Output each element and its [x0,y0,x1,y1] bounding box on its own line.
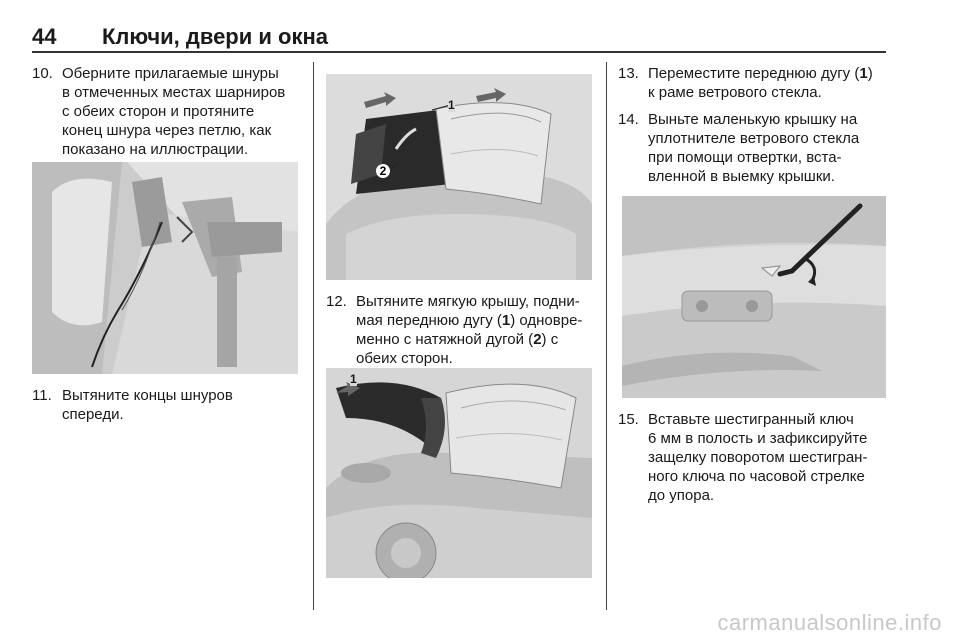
step-14 [618,110,920,186]
step-line: обеих сторон. [356,350,453,367]
marker-1: 1 [448,98,455,112]
step-line: 6 мм в полость и зафиксируйте [648,430,868,447]
page-number: 44 [32,24,57,49]
text-span: Переместите переднюю дугу ( [648,65,860,82]
step-line: ного ключа по часовой стрелке [648,468,865,485]
step-line: показано на иллюстрации. [62,141,249,158]
column-divider-1 [313,62,314,610]
illustration-hinge-cord [32,162,298,374]
column-1 [32,64,302,423]
illustration-roof-arches [326,74,592,280]
step-line: Оберните прилагаемые шнуры [62,65,279,82]
step-13 [618,64,890,102]
step-line: Вставьте шестигранный ключ [648,411,854,428]
illustration-windshield-cover [622,196,886,398]
step-number: 12. [326,293,347,310]
step-line: Вытяните концы шнуров [62,387,233,404]
marker-2: 2 [376,164,390,178]
step-line: Выньте маленькую крышку на [648,111,858,128]
step-15 [618,410,920,505]
marker-1: 1 [350,372,357,386]
page-header [32,24,886,50]
text-span: ) [867,65,873,82]
step-number: 10. [32,65,53,82]
text-span: мая переднюю дугу ( [356,312,502,329]
ref-number: 1 [501,312,511,329]
step-line [648,64,890,83]
step-line: конец шнура через петлю, как [62,122,272,139]
step-line [356,330,628,349]
step-number: 13. [618,65,639,82]
step-number: 15. [618,411,639,428]
step-line: вленной в выемку крышки. [648,168,835,185]
step-12 [326,292,628,368]
illustration-soft-top-open [326,368,592,578]
watermark: carmanualsonline.info [717,610,942,635]
text-span: менно с натяжной дугой ( [356,331,534,348]
step-line: к раме ветрового стекла. [648,84,822,101]
step-line: спереди. [62,406,124,423]
header-divider [32,51,886,53]
step-11 [32,386,332,424]
step-line: до упора. [648,487,715,504]
ref-number: 1 [859,65,868,82]
column-3 [618,64,890,504]
step-10 [32,64,302,159]
step-line: при помощи отвертки, вста- [648,149,842,166]
text-span: ) с [541,331,559,348]
step-number: 14. [618,111,639,128]
step-line: с обеих сторон и протяните [62,103,255,120]
text-span: ) одновре- [510,312,583,329]
step-line [356,311,628,330]
step-line: уплотнителе ветрового стекла [648,130,860,147]
ref-number: 2 [533,331,542,348]
step-line: Вытяните мягкую крышу, подни- [356,293,580,310]
step-line: в отмеченных местах шарниров [62,84,286,101]
step-number: 11. [32,387,52,404]
chapter-title: Ключи, двери и окна [102,24,328,49]
step-line: защелку поворотом шестигран- [648,449,868,466]
